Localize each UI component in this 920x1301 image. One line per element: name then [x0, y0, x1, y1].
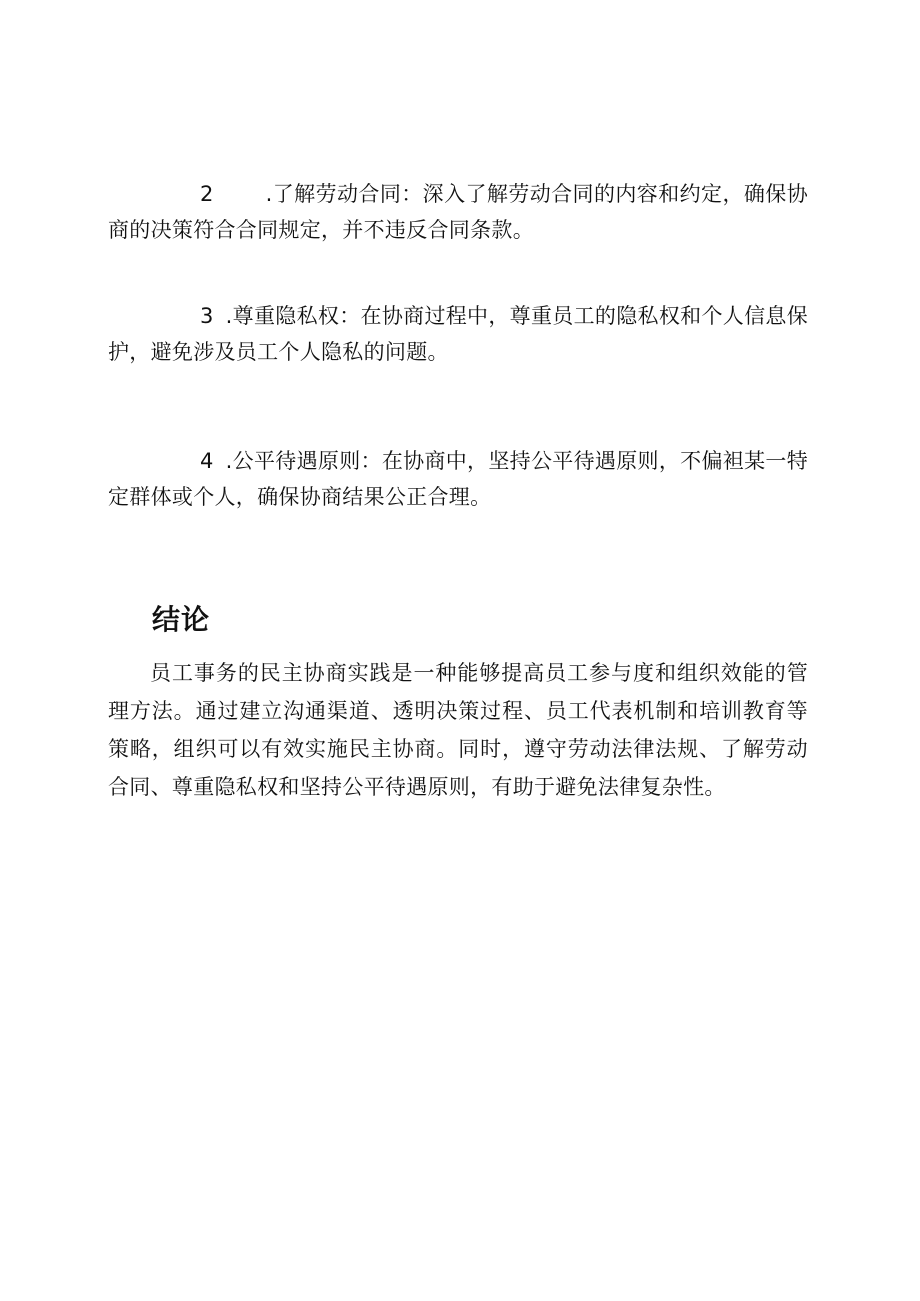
- list-item-text: 公平待遇原则：在协商中，坚持公平待遇原则，不偏袒某一特定群体或个人，确保协商结果公正合理。: [108, 449, 808, 509]
- list-item-separator: .: [225, 304, 233, 328]
- list-item-text: 尊重隐私权：在协商过程中，尊重员工的隐私权和个人信息保护，避免涉及员工个人隐私的问题。: [108, 304, 808, 364]
- list-item-number: 3: [200, 304, 214, 328]
- list-item-separator: .: [265, 182, 273, 206]
- list-item-text: 了解劳动合同：深入了解劳动合同的内容和约定，确保协商的决策符合合同规定，并不违反合同条款。: [108, 182, 808, 242]
- list-item-separator: .: [225, 449, 233, 473]
- list-item-number: 4: [200, 449, 214, 473]
- list-item: [108, 443, 808, 515]
- list-item: [108, 298, 808, 370]
- section-heading: 结论: [152, 603, 211, 636]
- conclusion-paragraph: 员工事务的民主协商实践是一种能够提高员工参与度和组织效能的管理方法。通过建立沟通渠道、透明决策过程、员工代表机制和培训教育等策略，组织可以有效实施民主协商。同时，遵守劳动法律法规、了解劳动合同、尊重隐私权和坚持公平待遇原则，有助于避免法律复杂性。: [108, 661, 808, 799]
- list-item-number: 2: [200, 182, 214, 206]
- list-item: [108, 176, 808, 248]
